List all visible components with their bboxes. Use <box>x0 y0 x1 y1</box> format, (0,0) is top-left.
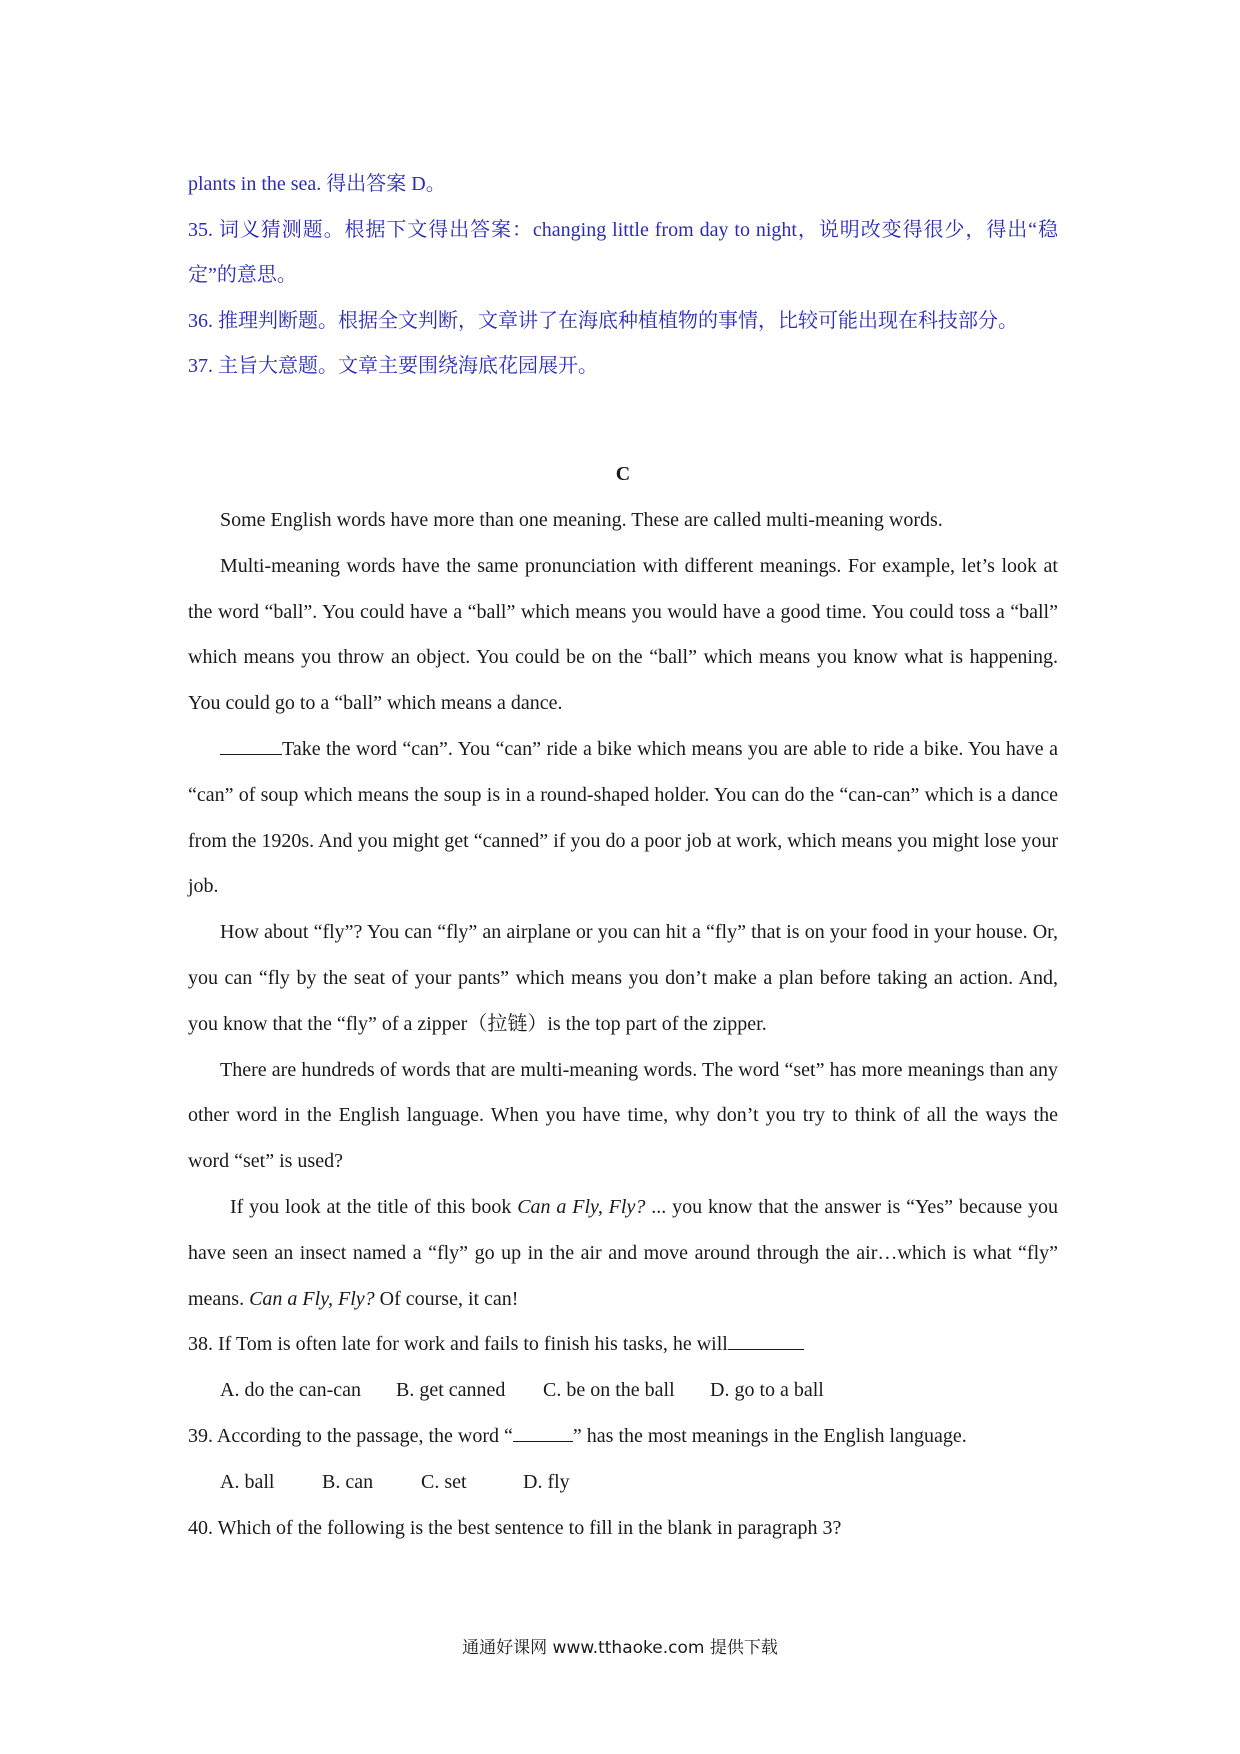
answer-35: 35. 词义猜测题。根据下文得出答案：changing little from day to night，说明改变得很少，得出“稳定”的意思。 <box>188 218 1058 286</box>
option-38-b: B. get canned <box>396 1379 506 1402</box>
passage-paragraph-3 <box>188 727 1058 910</box>
paragraph-6-part-b: ... you know that the answer is “Yes” because you have seen an insect named a “fly” go up in the air and move around through the air…which is what “fly” means. <box>188 1195 1058 1310</box>
passage-paragraph-5: There are hundreds of words that are multi-meaning words. The word “set” has more meanings than any other word in the English language. When you have time, why don’t you try to think of all the ways the word “set” is used? <box>188 1058 1058 1173</box>
passage-paragraph-1: Some English words have more than one meaning. These are called multi-meaning words. <box>220 509 943 531</box>
passage-paragraph-4: How about “fly”? You can “fly” an airplane or you can hit a “fly” that is on your food in your house. Or, you can “fly by the seat of your pants” which means you don’t make a plan before taking an action. And, you know that the “fly” of a zipper（拉链）is the top part of the zipper. <box>188 921 1058 1035</box>
answer-37: 37. 主旨大意题。文章主要围绕海底花园展开。 <box>188 355 598 377</box>
paragraph-6-part-a: If you look at the title of this book <box>230 1195 518 1218</box>
option-38-d: D. go to a ball <box>710 1379 824 1402</box>
option-39-c: C. set <box>421 1470 467 1493</box>
question-39-blank <box>513 1423 573 1442</box>
question-40: 40. Which of the following is the best sentence to fill in the blank in paragraph 3? <box>188 1516 842 1539</box>
book-title-2: Can a Fly, Fly? <box>249 1287 375 1310</box>
page-content <box>188 162 1058 1551</box>
passage-paragraph-6 <box>188 1185 1058 1322</box>
passage-paragraph-2: Multi-meaning words have the same pronunciation with different meanings. For example, let’s look at the word “ball”. You could have a “ball” which means you would have a good time. You could toss a “ball” which means you throw an object. You could be on the “ball” which means you know what is happening. You could go to a “ball” which means a dance. <box>188 554 1058 715</box>
option-39-a: A. ball <box>220 1470 275 1493</box>
question-38-stem: 38. If Tom is often late for work and fails to finish his tasks, he will <box>188 1333 728 1356</box>
answer-36: 36. 推理判断题。根据全文判断，文章讲了在海底种植植物的事情，比较可能出现在科技部分。 <box>188 309 1018 332</box>
question-39-options <box>188 1460 1058 1506</box>
option-39-d: D. fly <box>523 1470 570 1493</box>
option-39-b: B. can <box>322 1470 374 1493</box>
question-39 <box>188 1414 1058 1460</box>
book-title-1: Can a Fly, Fly? <box>517 1195 646 1218</box>
question-38-options <box>188 1368 1058 1414</box>
page-footer: 通通好课网 www.tthaoke.com 提供下载 <box>462 1638 778 1658</box>
question-38-blank <box>728 1331 804 1350</box>
answer-line-34-end: plants in the sea. 得出答案 D。 <box>188 173 446 195</box>
option-38-c: C. be on the ball <box>543 1379 675 1402</box>
answer-blank-paragraph-3 <box>220 736 282 755</box>
paragraph-6-part-c: Of course, it can! <box>374 1287 519 1310</box>
question-39-stem-end: ” has the most meanings in the English language. <box>572 1424 967 1447</box>
question-39-stem-start: 39. According to the passage, the word “ <box>188 1424 513 1447</box>
option-38-a: A. do the can-can <box>220 1379 362 1402</box>
question-38 <box>188 1322 1058 1368</box>
section-title: C <box>615 462 631 485</box>
paragraph-3-text: Take the word “can”. You “can” ride a bike which means you are able to ride a bike. You have a “can” of soup which means the soup is in a round-shaped holder. You can do the “can-can” which is a dance from the 1920s. And you might get “canned” if you do a poor job at work, which means you might lose your job. <box>188 737 1058 898</box>
